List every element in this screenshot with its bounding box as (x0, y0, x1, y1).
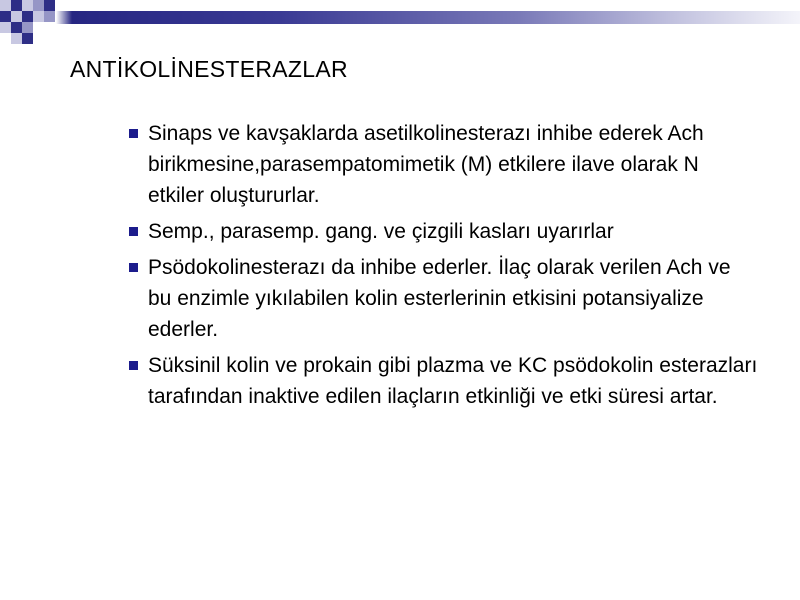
decor-square (22, 0, 33, 11)
decor-square (11, 33, 22, 44)
decor-square (0, 11, 11, 22)
square-bullet-icon (129, 263, 138, 272)
bullet-list (128, 118, 758, 417)
decor-square (22, 33, 33, 44)
list-item (128, 216, 758, 247)
bullet-text: Süksinil kolin ve prokain gibi plazma ve KC psödokolin esterazları tarafından inaktive edilen ilaçların etkinliği ve etki süresi artar. (148, 354, 758, 408)
decor-square (44, 11, 55, 22)
list-item (128, 350, 758, 412)
decor-square (33, 0, 44, 11)
decor-square (22, 11, 33, 22)
decor-square (11, 0, 22, 11)
bullet-text: Psödokolinesterazı da inhibe ederler. İlaç olarak verilen Ach ve bu enzimle yıkılabilen kolin esterlerinin etkisini potansiyalize ederler. (148, 256, 731, 341)
decor-square (44, 0, 55, 11)
square-bullet-icon (129, 361, 138, 370)
square-bullet-icon (129, 129, 138, 138)
square-bullet-icon (129, 227, 138, 236)
slide-title: ANTİKOLİNESTERAZLAR (70, 56, 348, 82)
list-item (128, 118, 758, 211)
header-gradient-band (0, 11, 800, 24)
bullet-text: Semp., parasemp. gang. ve çizgili kasları uyarırlar (148, 220, 614, 243)
decor-square (22, 22, 33, 33)
bullet-text: Sinaps ve kavşaklarda asetilkolinesterazı inhibe ederek Ach birikmesine,parasempatomimetik (M) etkilere ilave olarak N etkiler oluştururlar. (148, 122, 704, 207)
decor-square (11, 11, 22, 22)
list-item (128, 252, 758, 345)
decor-square (33, 11, 44, 22)
decor-square (0, 22, 11, 33)
decor-square (11, 22, 22, 33)
decor-square (0, 0, 11, 11)
